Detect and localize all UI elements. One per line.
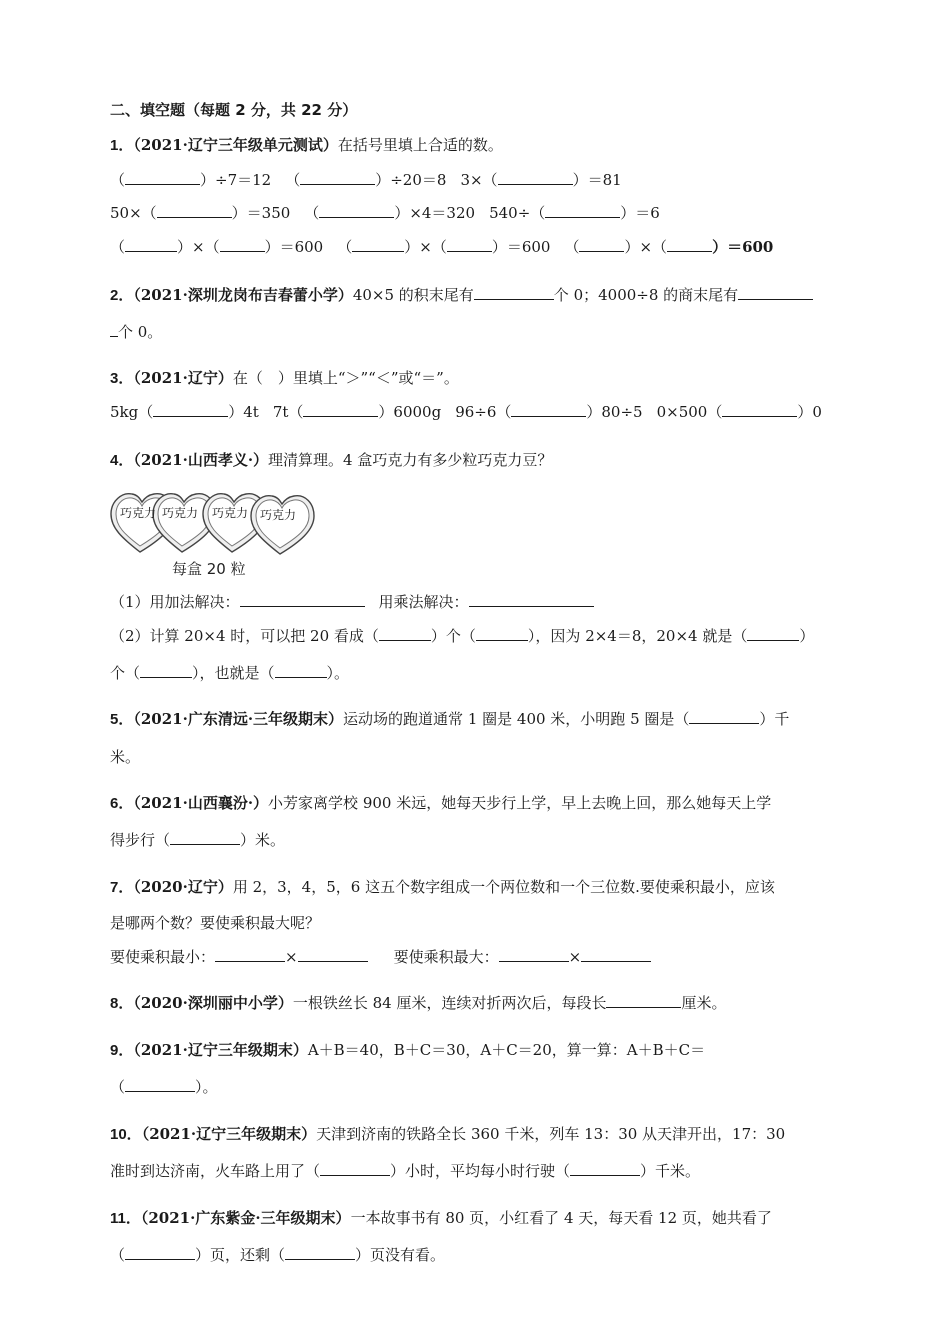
answer-blank[interactable] [667, 237, 712, 252]
text: ），也就是（ [192, 664, 275, 682]
question-source: （2021·广东紫金·三年级期末） [140, 1209, 351, 1227]
text: 厘米。 [681, 994, 727, 1012]
text: 要使乘积最小： [110, 948, 216, 966]
times-sign: × [285, 948, 298, 966]
answer-blank[interactable] [220, 237, 265, 252]
question-number: 11． [110, 1210, 141, 1227]
question-number: 3． [110, 370, 134, 387]
answer-blank[interactable] [153, 402, 228, 417]
answer-blank[interactable] [379, 626, 431, 641]
question-number: 8． [110, 995, 134, 1012]
q4-part-1 [110, 592, 594, 612]
text: ）80÷5 [586, 403, 643, 421]
text: 7t（ [272, 403, 304, 421]
text: 个 0；4000÷8 的商末尾有 [553, 286, 739, 304]
question-4 [110, 450, 552, 471]
question-source: （2021·辽宁三年级单元测试） [133, 136, 338, 154]
answer-blank[interactable] [275, 663, 327, 678]
answer-blank[interactable] [320, 1161, 390, 1176]
question-source: （2020·深圳丽中小学） [133, 994, 293, 1012]
text: ）千 [759, 710, 790, 728]
text: ）。 [195, 1078, 218, 1096]
question-7-cont: 是哪两个数？要使乘积最大呢？ [110, 914, 321, 932]
question-2 [110, 285, 813, 306]
text: （ [110, 171, 126, 189]
question-1 [110, 135, 503, 156]
question-7 [110, 877, 775, 898]
text: ）＝600 [264, 238, 324, 256]
q1-row-1 [110, 170, 622, 190]
question-source: （2021·广东清远·三年级期末） [133, 710, 344, 728]
answer-blank[interactable] [125, 170, 200, 185]
text: ）页，还剩（ [195, 1246, 286, 1264]
q3-items [110, 402, 822, 422]
answer-blank[interactable] [545, 203, 620, 218]
answer-blank[interactable] [240, 592, 365, 607]
answer-blank[interactable] [579, 237, 624, 252]
q1-row-3 [110, 237, 773, 257]
question-number: 10． [110, 1126, 142, 1143]
section-title: 二、填空题（每题 2 分，共 22 分） [110, 101, 358, 119]
text: 准时到达济南，火车路上用了（ [110, 1162, 321, 1180]
question-2-cont [110, 322, 162, 342]
answer-blank[interactable] [689, 709, 759, 724]
answer-blank[interactable] [125, 1077, 195, 1092]
q1-row-2 [110, 203, 660, 223]
question-9-cont [110, 1077, 218, 1097]
box-label: 巧克力 [260, 508, 297, 522]
text: ）0 [797, 403, 822, 421]
text: ）＝81 [572, 171, 622, 189]
answer-blank[interactable] [581, 947, 651, 962]
text: 一根铁丝长 84 厘米，连续对折两次后，每段长 [292, 994, 607, 1012]
text: ）×（ [177, 238, 220, 256]
text: 40×5 的积末尾有 [352, 286, 474, 304]
q4-part-2 [110, 626, 814, 646]
text: 3×（ [460, 171, 498, 189]
q7-answers [110, 947, 651, 967]
text: 天津到济南的铁路全长 360 千米，列车 13：30 从天津开出，17：30 [316, 1125, 786, 1143]
answer-blank[interactable] [125, 1245, 195, 1260]
answer-blank[interactable] [352, 237, 404, 252]
text: ）×（ [404, 238, 447, 256]
question-11-cont [110, 1245, 445, 1265]
heart-box-4 [251, 496, 314, 554]
answer-blank[interactable] [319, 203, 394, 218]
text: 个 0。 [118, 323, 163, 341]
answer-blank[interactable] [499, 947, 569, 962]
question-5 [110, 709, 789, 730]
answer-blank[interactable] [722, 402, 797, 417]
question-source: （2021·辽宁） [133, 369, 233, 387]
question-source: （2020·辽宁） [133, 878, 233, 896]
question-9 [110, 1040, 705, 1061]
text: ）6000g [378, 403, 442, 421]
text: 要使乘积最大： [393, 948, 499, 966]
box-label: 巧克力 [212, 506, 249, 520]
question-source: （2021·山西孝义·） [133, 451, 269, 469]
text: ）÷20＝8 [375, 171, 447, 189]
times-sign: × [568, 948, 582, 966]
question-3 [110, 368, 459, 389]
text: ）×4＝320 [394, 204, 476, 222]
text: 运动场的跑道通常 1 圈是 400 米，小明跑 5 圈是（ [343, 710, 690, 728]
text: ）小时，平均每小时行驶（ [390, 1162, 571, 1180]
question-6 [110, 793, 771, 814]
text: （ [337, 238, 353, 256]
question-source: （2021·辽宁三年级期末） [133, 1041, 308, 1059]
text: 小芳家离学校 900 米远，她每天步行上学，早上去晚上回，那么她每天上学 [268, 794, 772, 812]
answer-blank[interactable] [498, 170, 573, 185]
question-10-cont [110, 1161, 700, 1181]
text: （ [564, 238, 580, 256]
text: ）4t [228, 403, 259, 421]
text: A＋B＝40，B＋C＝30，A＋C＝20，算一算：A＋B＋C＝ [307, 1041, 706, 1059]
answer-blank[interactable] [474, 285, 554, 300]
text: ）。 [326, 664, 350, 682]
box-label: 巧克力 [120, 506, 157, 520]
answer-blank[interactable] [447, 237, 492, 252]
text: ）＝6 [620, 204, 660, 222]
question-text: 在括号里填上合适的数。 [337, 136, 503, 154]
question-10 [110, 1124, 785, 1145]
question-number: 1． [110, 137, 134, 154]
answer-blank[interactable] [606, 993, 681, 1008]
question-number: 7． [110, 879, 134, 896]
text: ）÷7＝12 [200, 171, 272, 189]
question-number: 6． [110, 795, 134, 812]
text: 0×500（ [656, 403, 723, 421]
chocolate-boxes-illustration [108, 486, 328, 581]
text: 个（ [110, 664, 141, 682]
answer-blank[interactable] [110, 322, 118, 337]
text: （1）用加法解决： [110, 593, 240, 611]
question-8 [110, 993, 726, 1014]
answer-blank[interactable] [285, 1245, 355, 1260]
text: ）千米。 [640, 1162, 701, 1180]
answer-blank[interactable] [303, 402, 378, 417]
answer-blank[interactable] [747, 626, 799, 641]
text: （ [304, 204, 320, 222]
answer-blank[interactable] [140, 663, 192, 678]
answer-blank[interactable] [738, 285, 813, 300]
text: ）×（ [624, 238, 668, 256]
answer-blank[interactable] [511, 402, 586, 417]
text: ），因为 2×4＝8，20×4 就是（ [527, 627, 748, 645]
text: ）＝350 [231, 204, 291, 222]
question-11 [110, 1208, 772, 1229]
answer-blank[interactable] [469, 592, 594, 607]
text: （ [110, 1078, 126, 1096]
question-5-cont: 米。 [110, 748, 141, 766]
question-source: （2021·辽宁三年级期末） [141, 1125, 317, 1143]
box-label: 巧克力 [162, 506, 199, 520]
answer-blank[interactable] [298, 947, 368, 962]
question-number: 5． [110, 711, 134, 728]
figure-caption: 每盒 20 粒 [172, 560, 246, 578]
text: ）＝600 [491, 238, 551, 256]
text: （2）计算 20×4 时，可以把 20 看成（ [110, 627, 379, 645]
text: ）＝600 [712, 238, 774, 256]
q4-part-2-cont [110, 663, 349, 683]
text: ） [799, 627, 815, 645]
question-source: （2021·深圳龙岗布吉春蕾小学） [133, 286, 353, 304]
answer-blank[interactable] [476, 626, 528, 641]
text: （ [110, 238, 126, 256]
text: 5kg（ [110, 403, 154, 421]
text: 用乘法解决： [378, 593, 469, 611]
question-number: 4． [110, 452, 134, 469]
text: 用 2，3，4，5，6 这五个数字组成一个两位数和一个三位数.要使乘积最小，应该 [232, 878, 775, 896]
text: （ [285, 171, 301, 189]
answer-blank[interactable] [170, 830, 240, 845]
question-number: 9． [110, 1042, 134, 1059]
question-text: 理清算理。4 盒巧克力有多少粒巧克力豆？ [268, 451, 553, 469]
text: 96÷6（ [455, 403, 512, 421]
text: （ [110, 1246, 126, 1264]
text: ）个（ [430, 627, 476, 645]
question-6-cont [110, 830, 285, 850]
question-text: 在（ ）里填上“＞”“＜”或“＝”。 [232, 369, 459, 387]
chocolate-boxes-figure [108, 486, 328, 581]
answer-blank[interactable] [215, 947, 285, 962]
answer-blank[interactable] [300, 170, 375, 185]
answer-blank[interactable] [125, 237, 177, 252]
text: 50×（ [110, 204, 157, 222]
text: ）米。 [240, 831, 286, 849]
answer-blank[interactable] [570, 1161, 640, 1176]
text: ）页没有看。 [355, 1246, 446, 1264]
text: 得步行（ [110, 831, 171, 849]
question-number: 2． [110, 287, 134, 304]
text: 一本故事书有 80 页，小红看了 4 天，每天看 12 页，她共看了 [350, 1209, 772, 1227]
question-source: （2021·山西襄汾·） [133, 794, 269, 812]
text: 540÷（ [489, 204, 546, 222]
answer-blank[interactable] [157, 203, 232, 218]
